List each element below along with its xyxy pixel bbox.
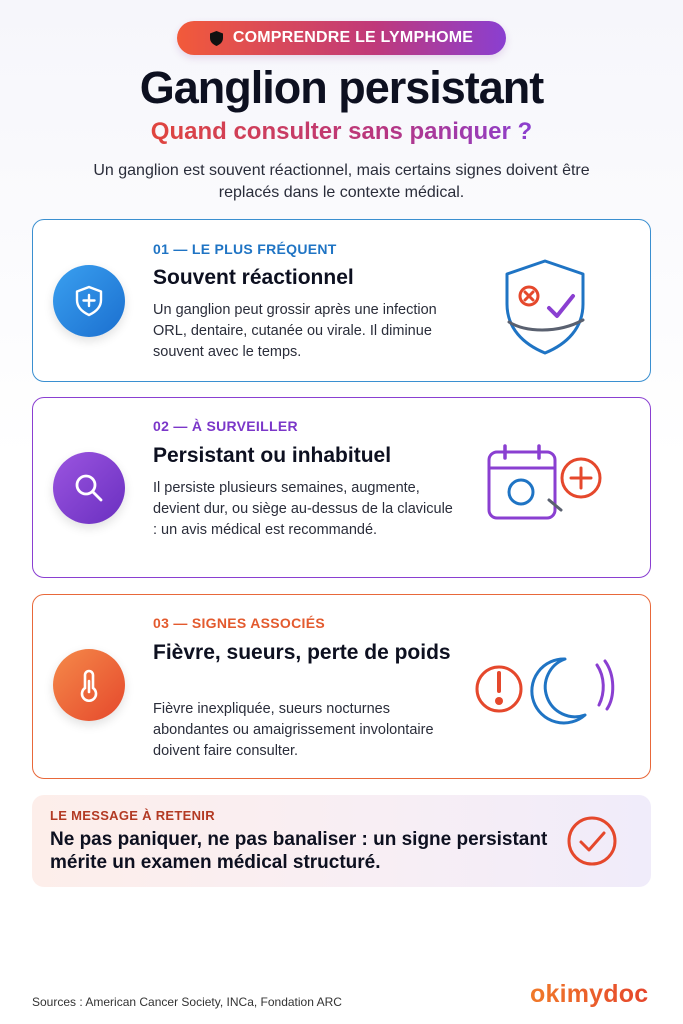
card-icon-circle — [53, 265, 125, 337]
info-card-watch — [32, 397, 651, 578]
info-card-frequent — [32, 219, 651, 382]
card-description: Un ganglion peut grossir après une infection ORL, dentaire, cutanée ou virale. Il diminue souvent avec le temps. — [153, 302, 437, 360]
card-title: Persistant ou inhabituel — [153, 444, 392, 467]
card-icon-circle — [53, 649, 125, 721]
info-card-symptoms — [32, 594, 651, 779]
card-icon-circle — [53, 452, 125, 524]
page-title: Ganglion persistant — [139, 62, 544, 113]
alert-moon-icon — [473, 651, 615, 727]
shield-plus-icon — [72, 284, 106, 318]
search-icon — [72, 471, 106, 505]
card-description: Il persiste plusieurs semaines, augmente, devient dur, ou siège au-dessus de la clavicule : un avis médical est recommandé. — [153, 480, 453, 538]
thermometer-icon — [72, 668, 106, 702]
calendar-magnifier-plus-icon — [485, 444, 609, 524]
card-title: Souvent réactionnel — [153, 266, 354, 289]
page-subtitle: Quand consulter sans paniquer ? — [150, 118, 533, 145]
shield-cross-check-icon — [495, 256, 595, 356]
shield-icon — [210, 31, 223, 46]
brand-logo: okimydoc — [530, 980, 649, 1008]
check-circle-icon — [566, 815, 618, 867]
card-title: Fièvre, sueurs, perte de poids — [153, 641, 451, 664]
card-kicker: 03 — SIGNES ASSOCIÉS — [153, 615, 325, 631]
card-kicker: 02 — À SURVEILLER — [153, 418, 298, 434]
key-message-text: Ne pas paniquer, ne pas banaliser : un signe persistant mérite un examen médical structuré. — [50, 829, 548, 873]
sources-text: Sources : American Cancer Society, INCa, Fondation ARC — [32, 995, 342, 1009]
category-badge — [177, 21, 506, 55]
card-description: Fièvre inexpliquée, sueurs nocturnes abondantes ou amaigrissement involontaire doivent faire consulter. — [153, 701, 434, 759]
card-kicker: 01 — LE PLUS FRÉQUENT — [153, 241, 337, 257]
badge-label: COMPRENDRE LE LYMPHOME — [232, 29, 474, 46]
intro-text: Un ganglion est souvent réactionnel, mais certains signes doivent être replacés dans le contexte médical. — [93, 162, 590, 201]
key-message-kicker: LE MESSAGE À RETENIR — [50, 808, 215, 823]
key-message-box — [32, 795, 651, 887]
